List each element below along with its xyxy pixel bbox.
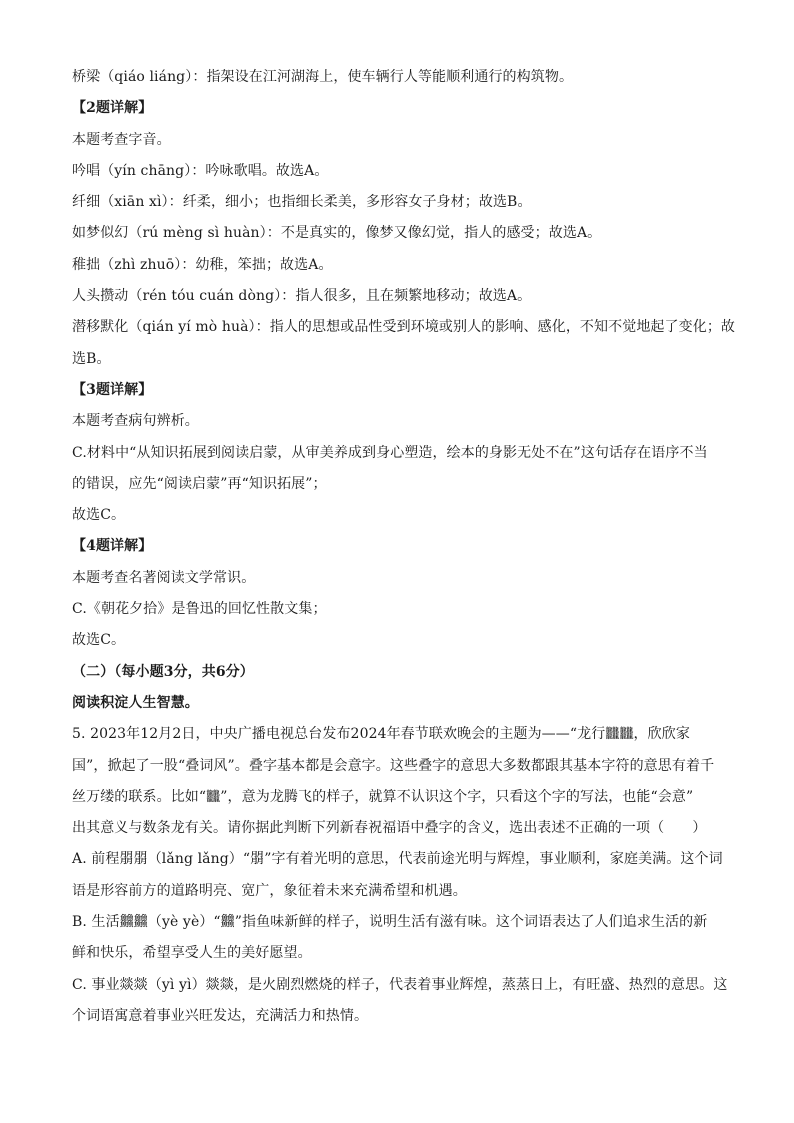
option-b: 鲜和快乐，希望享受人生的美好愿望。 bbox=[72, 945, 312, 962]
text-line: C.《朝花夕拾》是鲁迅的回忆性散文集； bbox=[72, 601, 327, 618]
text-line: 如梦似幻（rú mèng sì huàn）：不是真实的，像梦又像幻觉，指人的感受；故选A。 bbox=[72, 225, 602, 242]
text-line: 稚拙（zhì zhuō）：幼稚，笨拙；故选A。 bbox=[72, 256, 333, 273]
section-heading: 【2题详解】 bbox=[72, 100, 153, 117]
option-b: B. 生活䲜䲜（yè yè）“䲜”指鱼味新鲜的样子，说明生活有滋有味。这个词语表达了人们追求生活的新 bbox=[72, 914, 708, 931]
document-page bbox=[72, 62, 736, 1032]
question-text: 国”，掀起了一股“叠词风”。叠字基本都是会意字。这些叠字的意思大多数都跟其基本字符的意思有着千 bbox=[72, 757, 715, 774]
text-line: 人头攒动（rén tóu cuán dòng）：指人很多，且在频繁地移动；故选A。 bbox=[72, 288, 532, 305]
text-line: 故选C。 bbox=[72, 632, 126, 649]
text-line: 选B。 bbox=[72, 350, 111, 367]
question-text: 丝万缕的联系。比如“𪚥”，意为龙腾飞的样子，就算不认识这个字，只看这个字的写法，也能“会意” bbox=[72, 788, 694, 805]
question-text: 出其意义与数条龙有关。请你据此判断下列新春祝福语中叠字的含义，选出表述不正确的一项（ ） bbox=[72, 820, 707, 837]
option-c: C. 事业燚燚（yì yì）燚燚，是火剧烈燃烧的样子，代表着事业辉煌，蒸蒸日上，有旺盛、热烈的意思。这 bbox=[72, 976, 728, 993]
question-text: 5. 2023年12月2日，中央广播电视总台发布2024年春节联欢晚会的主题为——“龙行𪚥𪚥，欣欣家 bbox=[72, 726, 690, 743]
option-a: A. 前程朤朤（lǎng lǎng）“朤”字有着光明的意思，代表前途光明与辉煌，事业顺利，家庭美满。这个词 bbox=[72, 851, 723, 868]
text-line: 故选C。 bbox=[72, 507, 126, 524]
part-heading: （二）（每小题3分，共6分） bbox=[72, 663, 254, 680]
text-line: 潜移默化（qián yí mò huà）：指人的思想或品性受到环境或别人的影响、感化，不知不觉地起了变化；故 bbox=[72, 319, 736, 336]
text-line: 的错误，应先“阅读启蒙”再“知识拓展”； bbox=[72, 475, 327, 492]
reading-title: 阅读积淀人生智慧。 bbox=[72, 694, 199, 711]
option-c: 个词语寓意着事业兴旺发达，充满活力和热情。 bbox=[72, 1007, 369, 1024]
section-heading: 【4题详解】 bbox=[72, 538, 153, 555]
text-line: 本题考查病句辨析。 bbox=[72, 413, 199, 430]
text-line: 本题考查字音。 bbox=[72, 131, 171, 148]
text-line: 纤细（xiān xì）：纤柔，细小；也指细长柔美，多形容女子身材；故选B。 bbox=[72, 194, 532, 211]
text-line: C.材料中“从知识拓展到阅读启蒙，从审美养成到身心塑造，绘本的身影无处不在”这句话存在语序不当 bbox=[72, 444, 708, 461]
section-heading: 【3题详解】 bbox=[72, 381, 153, 398]
option-a: 语是形容前方的道路明亮、宽广，象征着未来充满希望和机遇。 bbox=[72, 882, 467, 899]
text-line: 吟唱（yín chāng）：吟咏歌唱。故选A。 bbox=[72, 162, 329, 179]
text-line: 本题考查名著阅读文学常识。 bbox=[72, 569, 256, 586]
text-line: 桥梁（qiáo liáng）：指架设在江河湖海上，使车辆行人等能顺利通行的构筑物。 bbox=[72, 69, 574, 85]
